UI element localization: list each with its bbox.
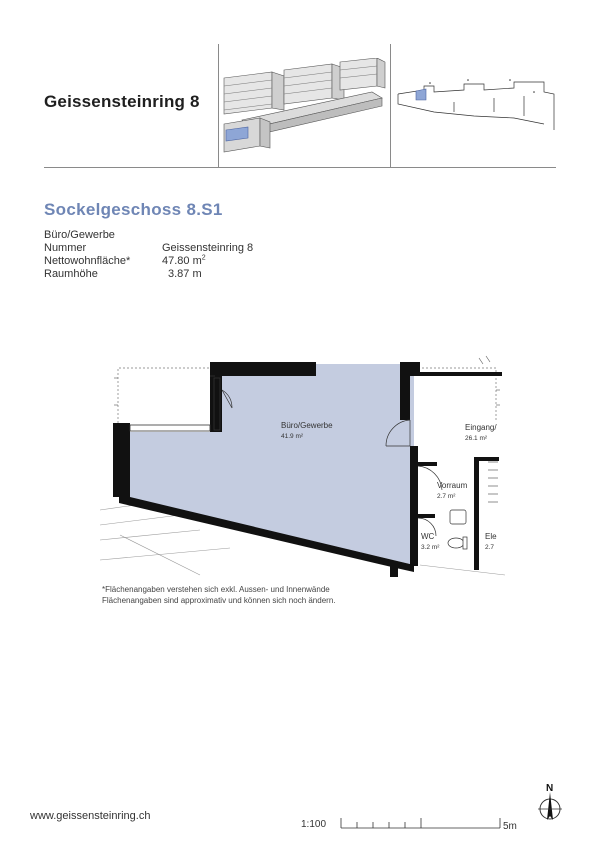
svg-text:Ele: Ele xyxy=(485,532,497,541)
room-label-elektro xyxy=(485,532,497,551)
field-value-nummer: Geissensteinring 8 xyxy=(162,242,254,254)
footnote-line-1: *Flächenangaben verstehen sich exkl. Aussen- und Innenwände xyxy=(102,585,330,594)
svg-text:Büro/Gewerbe: Büro/Gewerbe xyxy=(281,421,333,430)
svg-text:41.9 m²: 41.9 m² xyxy=(281,433,304,440)
footnote-line-2: Flächenangaben sind approximativ und können sich noch ändern. xyxy=(102,596,336,605)
website-link[interactable]: www.geissensteinring.ch xyxy=(30,810,151,822)
area-footnote xyxy=(102,584,336,606)
field-label-raumhoehe: Raumhöhe xyxy=(44,268,98,280)
header-divider-2 xyxy=(390,44,391,167)
unit-heading: Sockelgeschoss 8.S1 xyxy=(44,200,223,219)
header-rule xyxy=(44,167,556,168)
scale-label: 1:100 xyxy=(301,819,327,830)
scale-end-label: 5m xyxy=(503,821,517,832)
field-label-nettowohnflaeche: Nettowohnfläche* xyxy=(44,255,131,267)
page-title: Geissensteinring 8 xyxy=(44,92,200,111)
unit-type: Büro/Gewerbe xyxy=(44,229,115,241)
svg-text:2.7: 2.7 xyxy=(485,544,495,551)
svg-text:WC: WC xyxy=(421,532,435,541)
header-divider-1 xyxy=(218,44,219,167)
north-label: N xyxy=(546,783,554,794)
floor-plan xyxy=(96,352,506,582)
field-label-nummer: Nummer xyxy=(44,242,87,254)
room-label-vorraum xyxy=(437,481,468,500)
field-value-raumhoehe: 3.87 m xyxy=(168,268,202,280)
north-arrow-icon xyxy=(535,780,565,830)
svg-text:26.1 m²: 26.1 m² xyxy=(465,435,488,442)
scale-bar xyxy=(340,816,502,830)
building-3d-thumbnail xyxy=(222,58,387,156)
svg-text:3.2 m²: 3.2 m² xyxy=(421,544,440,551)
svg-text:2.7 m²: 2.7 m² xyxy=(437,493,456,500)
field-value-nettowohnflaeche: 47.80 $m^2$ xyxy=(162,254,206,267)
site-plan-thumbnail xyxy=(394,72,556,132)
svg-text:Vorraum: Vorraum xyxy=(437,481,468,490)
svg-text:Eingang/: Eingang/ xyxy=(465,423,497,432)
room-label-eingang xyxy=(465,423,497,442)
room-label-wc xyxy=(421,532,440,551)
